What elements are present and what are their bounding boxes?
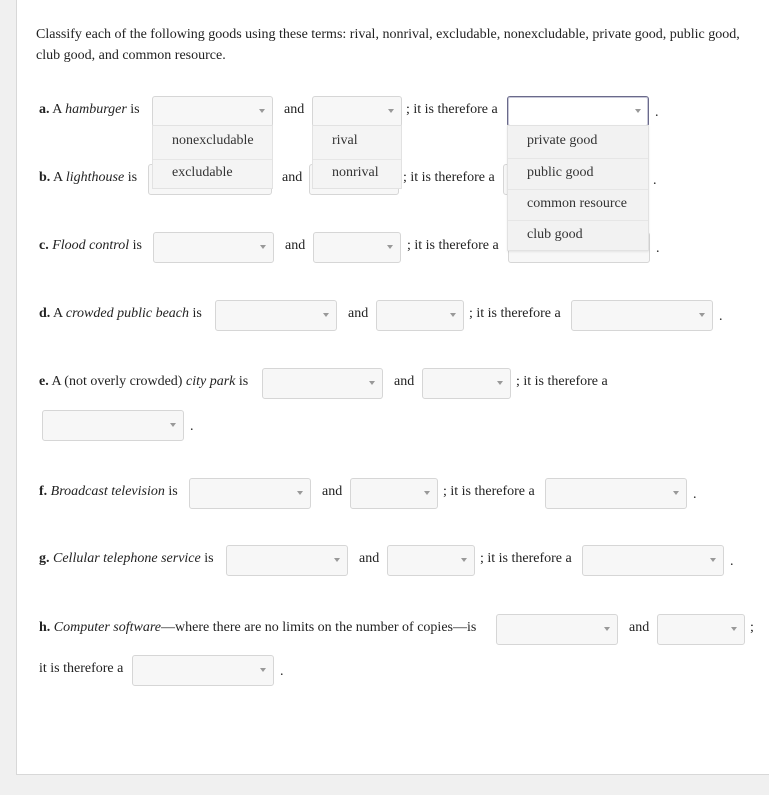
item-f-label: f. Broadcast television is [39,484,178,499]
connector-and: and [282,170,303,185]
option-excludable[interactable]: excludable [172,165,233,180]
item-a-excludability-select[interactable] [152,96,273,127]
connector-therefore: ; it is therefore a [480,551,572,566]
item-h-rivalry-select[interactable] [657,614,745,645]
period: . [693,487,697,502]
period: . [280,664,284,679]
item-g-good-type-select[interactable] [582,545,724,576]
connector-therefore: ; it is therefore a [406,102,498,117]
option-common-resource[interactable]: common resource [527,196,627,211]
connector-therefore: ; it is therefore a [403,170,495,185]
chevron-down-icon [170,423,176,427]
item-g-excludability-select[interactable] [226,545,348,576]
item-h-excludability-select[interactable] [496,614,618,645]
chevron-down-icon [259,109,265,113]
item-c-rivalry-select[interactable] [313,232,401,263]
period: . [656,241,660,256]
option-rival[interactable]: rival [332,133,358,148]
chevron-down-icon [260,668,266,672]
chevron-down-icon [260,245,266,249]
item-e-good-type-select[interactable] [42,410,184,441]
item-d-excludability-select[interactable] [215,300,337,331]
item-a-good-type-select[interactable] [507,96,649,127]
option-club-good[interactable]: club good [527,227,583,242]
option-nonexcludable[interactable]: nonexcludable [172,133,254,148]
item-d-good-type-select[interactable] [571,300,713,331]
item-a-label: a. A hamburger is [39,102,140,117]
rivalry-dropdown-menu [312,125,402,189]
chevron-down-icon [450,313,456,317]
connector-and: and [394,374,415,389]
chevron-down-icon [334,558,340,562]
option-nonrival[interactable]: nonrival [332,165,379,180]
chevron-down-icon [635,109,641,113]
item-c-label: c. Flood control is [39,238,142,253]
good-type-dropdown-menu [507,125,649,251]
chevron-down-icon [297,491,303,495]
item-c-excludability-select[interactable] [153,232,274,263]
period: . [719,309,723,324]
chevron-down-icon [369,381,375,385]
option-public-good[interactable]: public good [527,165,594,180]
instructions: Classify each of the following goods using these terms: rival, nonrival, excludable, nonexcludable, private good, public good, club good, and common resource. [36,27,740,63]
chevron-down-icon [731,627,737,631]
chevron-down-icon [710,558,716,562]
chevron-down-icon [323,313,329,317]
connector-therefore: it is therefore a [39,661,124,676]
connector-and: and [322,484,343,499]
chevron-down-icon [387,245,393,249]
connector-and: and [348,306,369,321]
chevron-down-icon [699,313,705,317]
item-h-good-type-select[interactable] [132,655,274,686]
connector-and: and [285,238,306,253]
connector-therefore: ; it is therefore a [516,374,608,389]
excludability-dropdown-menu [152,125,273,189]
item-d-rivalry-select[interactable] [376,300,464,331]
option-private-good[interactable]: private good [527,133,598,148]
connector-and: and [284,102,305,117]
period: . [655,105,659,120]
connector-and: and [629,620,650,635]
item-f-excludability-select[interactable] [189,478,311,509]
chevron-down-icon [604,627,610,631]
chevron-down-icon [497,381,503,385]
item-e-label: e. A (not overly crowded) city park is [39,374,249,389]
item-e-rivalry-select[interactable] [422,368,511,399]
chevron-down-icon [388,109,394,113]
item-g-label: g. Cellular telephone service is [39,551,214,566]
connector-and: and [359,551,380,566]
item-g-rivalry-select[interactable] [387,545,475,576]
period: . [190,419,194,434]
chevron-down-icon [424,491,430,495]
item-h-label: h. Computer software—where there are no limits on the number of copies—is [39,620,477,635]
period: . [730,554,734,569]
connector-therefore: ; it is therefore a [407,238,499,253]
item-f-rivalry-select[interactable] [350,478,438,509]
item-e-excludability-select[interactable] [262,368,383,399]
connector-therefore: ; it is therefore a [469,306,561,321]
semicolon: ; [750,620,754,635]
item-f-good-type-select[interactable] [545,478,687,509]
item-d-label: d. A crowded public beach is [39,306,202,321]
connector-therefore: ; it is therefore a [443,484,535,499]
chevron-down-icon [673,491,679,495]
item-b-label: b. A lighthouse is [39,170,138,185]
item-a-rivalry-select[interactable] [312,96,402,127]
period: . [653,173,657,188]
chevron-down-icon [461,558,467,562]
